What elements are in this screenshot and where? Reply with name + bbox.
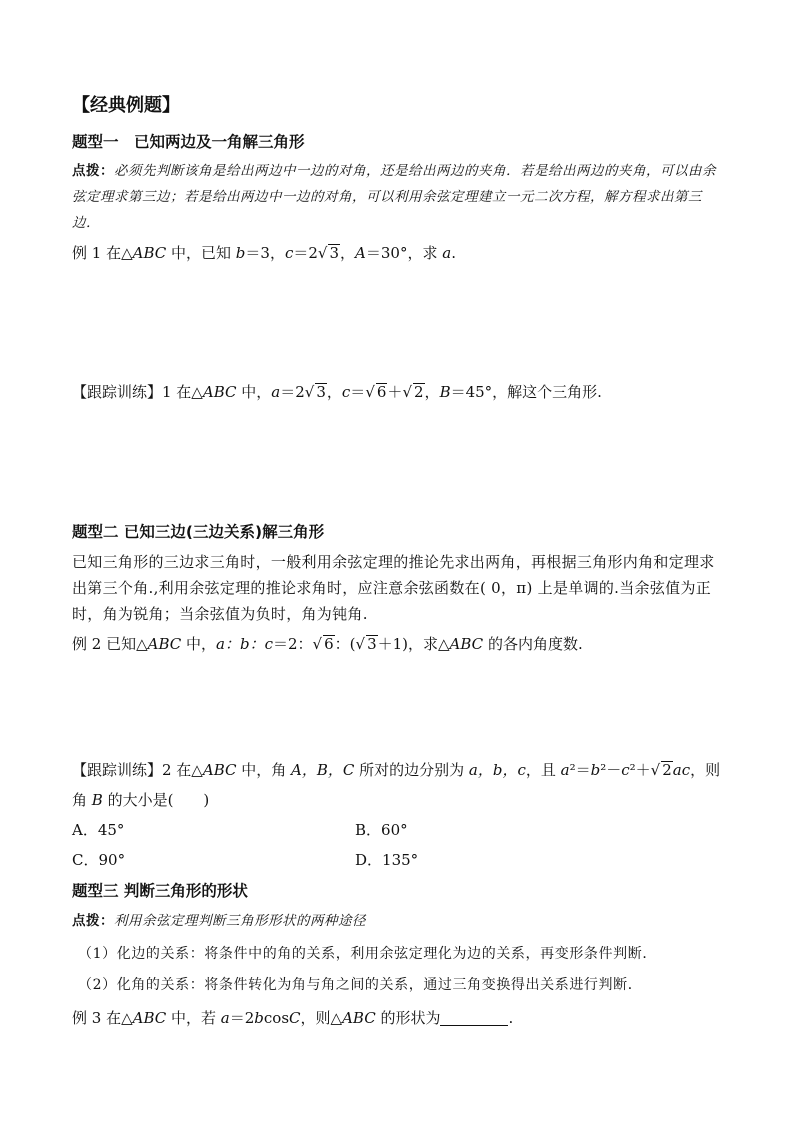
type2-paragraph: 已知三角形的三边求三角时，一般利用余弦定理的推论先求出两角，再根据三角形内角和定理求出第三个角.,利用余弦定理的推论求角时，应注意余弦函数在( 0，π) 上是单调的.当余弦值为正时，角为锐角；当余弦值为负时，角为钝角.: [72, 553, 715, 623]
example-2: 例 2 已知△ABC 中，a：b：c＝2：√ 6：(√ 3＋1)，求△ABC 的各内角度数.: [72, 635, 583, 653]
tip-label: 点拨：: [72, 913, 114, 929]
option-c[interactable]: C．90°: [72, 851, 126, 869]
type1-title: 题型一 已知两边及一角解三角形: [72, 133, 305, 151]
type2-title: 题型二 已知三边(三边关系)解三角形: [72, 523, 325, 541]
tip-label: 点拨：: [72, 163, 114, 179]
option-b[interactable]: B．60°: [355, 821, 408, 839]
option-d[interactable]: D．135°: [355, 851, 419, 869]
sqrt-3: 3: [329, 244, 340, 262]
section-heading: 【经典例题】: [72, 95, 180, 116]
example-1: 例 1 在△ABC 中，已知 b＝3，c＝2√ 3，A＝30°，求 a.: [72, 244, 456, 262]
training-2: 【跟踪训练】2 在△ABC 中，角 A，B，C 所对的边分别为 a，b，c，且 a²＝b²－c²＋√ 2ac，则: [72, 761, 721, 779]
type3-tip: 点拨：利用余弦定理判断三角形形状的两种途径: [72, 913, 366, 929]
type1-tip: [72, 158, 724, 236]
answer-blank[interactable]: [440, 1009, 508, 1026]
type3-title: 题型三 判断三角形的形状: [72, 882, 248, 900]
option-a[interactable]: A．45°: [72, 821, 125, 839]
type3-item-1: （1）化边的关系：将条件中的角的关系，利用余弦定理化为边的关系，再变形条件判断．: [78, 946, 657, 962]
type3-item-2: （2）化角的关系：将条件转化为角与角之间的关系，通过三角变换得出关系进行判断．: [78, 977, 643, 993]
training-2-line2: 角 B 的大小是( ): [72, 791, 210, 809]
tip-text: 必须先判断该角是给出两边中一边的对角，还是给出两边的夹角．若是给出两边的夹角，可以由余弦定理求第三边；若是给出两边中一边的对角，可以利用余弦定理建立一元二次方程，解方程求出第三边．: [72, 163, 716, 231]
example-3: 例 3 在△ABC 中，若 a＝2bcosC，则△ABC 的形状为 .: [72, 1009, 514, 1027]
training-1: 【跟踪训练】1 在△ABC 中，a＝2√ 3，c＝√ 6＋√ 2，B＝45°，解这个三角形.: [72, 383, 602, 401]
